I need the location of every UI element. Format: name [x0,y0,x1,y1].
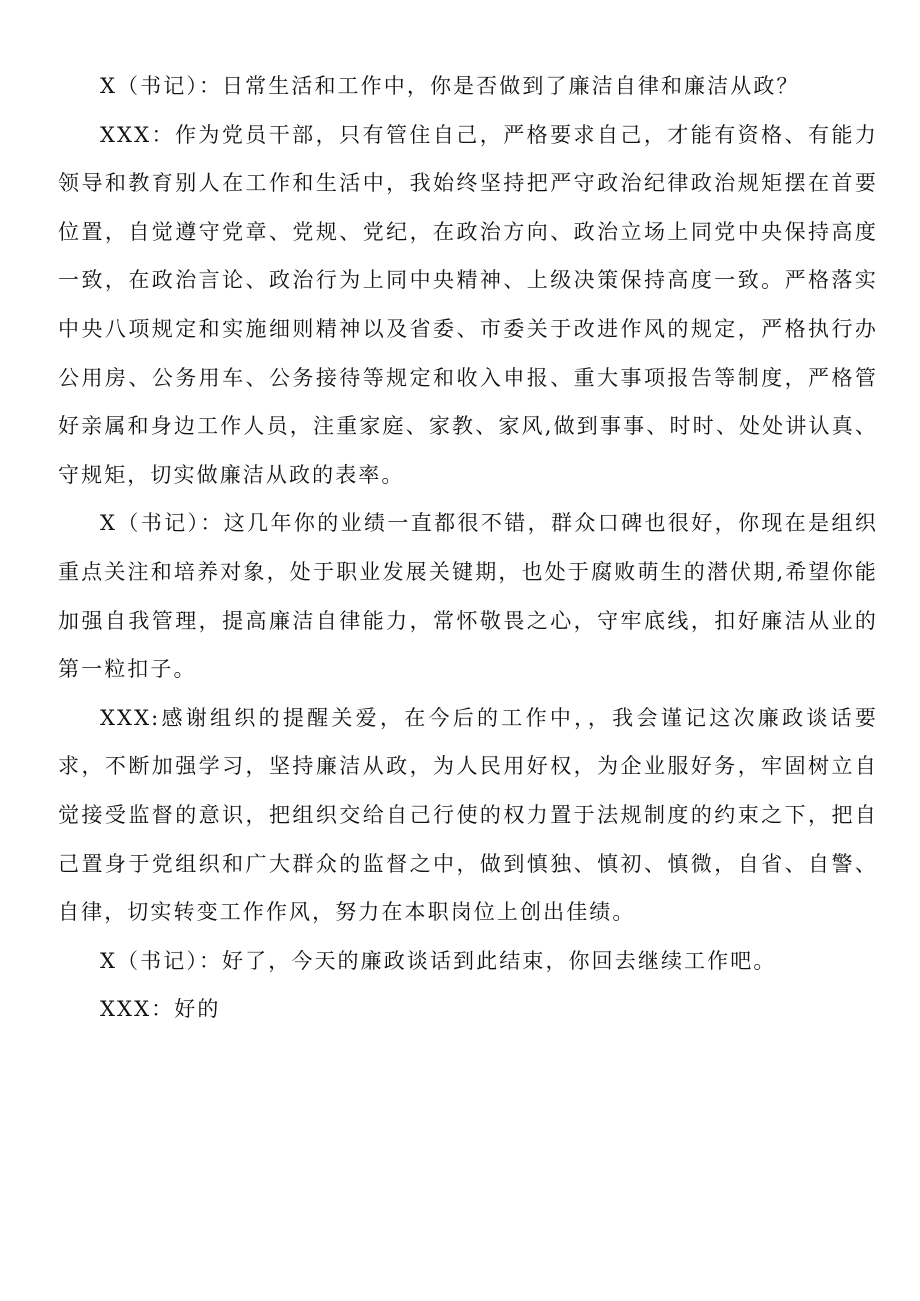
paragraph-secretary-reminder: X（书记）：这几年你的业绩一直都很不错，群众口碑也很好，你现在是组织重点关注和培养对象，处于职业发展关键期，也处于腐败萌生的潜伏期,希望你能加强自我管理，提高廉洁自律能力，常怀敬畏之心，守牢底线，扣好廉洁从业的第一粒扣子。 [58,511,878,682]
paragraph-cadre-commitment: XXX:感谢组织的提醒关爱，在今后的工作中，，我会谨记这次廉政谈话要求，不断加强学习，坚持廉洁从政，为人民用好权，为企业服好务，牢固树立自觉接受监督的意识，把组织交给自己行使的权力置于法规制度的约束之下，把自己置身于党组织和广大群众的监督之中，做到慎独、慎初、慎微，自省、自警、自律，切实转变工作作风，努力在本职岗位上创出佳绩。 [58,705,878,925]
paragraph-secretary-closing: X（书记）：好了，今天的廉政谈话到此结束，你回去继续工作吧。 [100,948,777,973]
paragraph-cadre-answer: XXX：作为党员干部，只有管住自己，严格要求自己，才能有资格、有能力领导和教育别人在工作和生活中，我始终坚持把严守政治纪律政治规矩摆在首要位置，自觉遵守党章、党规、党纪，在政治方向、政治立场上同党中央保持高度一致，在政治言论、政治行为上同中央精神、上级决策保持高度一致。严格落实中央八项规定和实施细则精神以及省委、市委关于改进作风的规定，严格执行办公用房、公务用车、公务接待等规定和收入申报、重大事项报告等制度，严格管好亲属和身边工作人员，注重家庭、家教、家风,做到事事、时时、处处讲认真、守规矩，切实做廉洁从政的表率。 [58,122,878,487]
paragraph-secretary-question: X（书记）：日常生活和工作中，你是否做到了廉洁自律和廉洁从政？ [100,74,800,98]
paragraph-cadre-reply: XXX：好的 [100,997,221,1022]
